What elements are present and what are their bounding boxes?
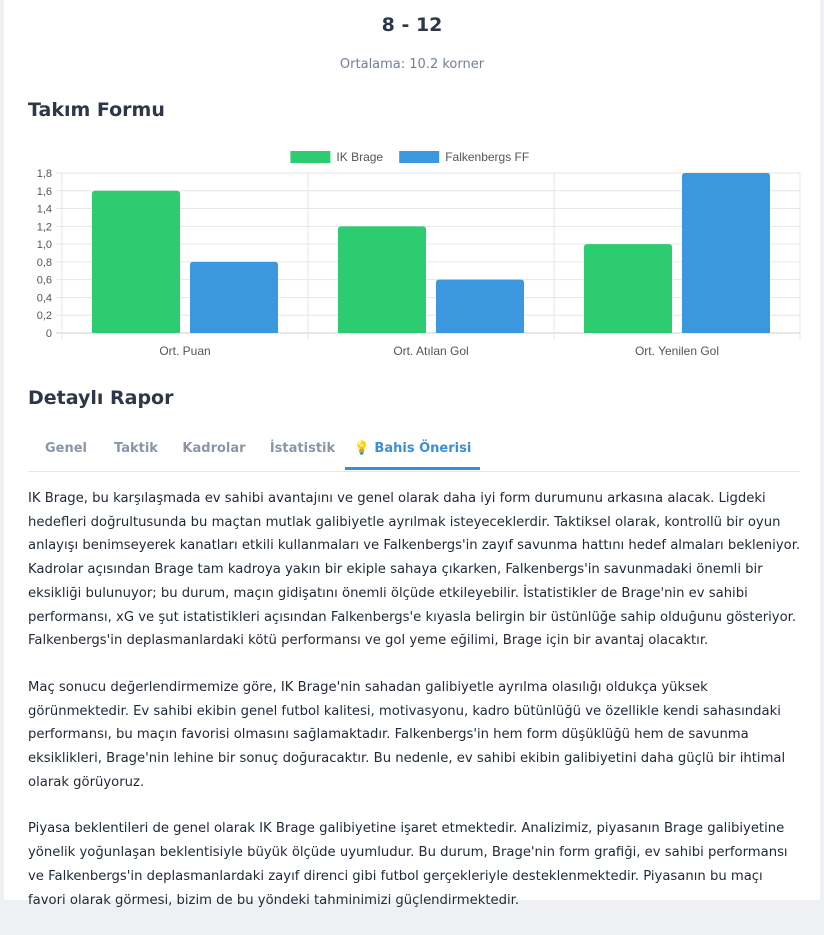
y-tick-label: 1,4	[36, 203, 52, 216]
y-tick-label: 1,8	[36, 168, 52, 180]
score-range: 8 - 12	[381, 14, 443, 36]
tab-taktik[interactable]: Taktik	[114, 441, 158, 456]
legend-label: IK Brage	[336, 150, 384, 164]
tab-bahis-onerisi[interactable]: 💡 Bahis Önerisi	[345, 430, 480, 470]
report-text	[28, 487, 804, 935]
x-tick-label: Ort. Yenilen Gol	[634, 344, 720, 358]
y-tick-label: 0,4	[36, 292, 52, 305]
report-section-title: Detaylı Rapor	[28, 387, 174, 409]
legend-swatch	[290, 151, 330, 163]
team-form-chart	[4, 140, 820, 365]
form-section-title: Takım Formu	[28, 99, 165, 121]
match-card	[4, 0, 820, 908]
tab-istatistik[interactable]: İstatistik	[269, 441, 336, 456]
y-tick-label: 1,0	[36, 239, 52, 252]
bar	[584, 244, 672, 333]
tab-genel[interactable]: Genel	[44, 441, 87, 456]
average-corners: Ortalama: 10.2 korner	[339, 57, 485, 72]
y-tick-label: 0	[45, 328, 52, 340]
report-paragraph: Piyasa beklentileri de genel olarak IK Brage galibiyetine işaret etmektedir. Analizimiz, piyasanın Brage galibiyetine yönelik yoğunlaşan beklentisiyle büyük ölçüde uyumludur. Bu durum, Brage'nin form grafiği, ev sahibi performansı ve Falkenbergs'in deplasmanlardaki zayıf direnci gibi futbol gerçekleriyle desteklenmektedir. Piyasanın bu maçı favori olarak görmesi, bizim de bu yöndeki tahminimizi güçlendirmektedir.	[28, 821, 788, 908]
tab-kadrolar[interactable]: Kadrolar	[182, 441, 246, 456]
y-tick-label: 1,6	[36, 185, 52, 198]
y-tick-label: 0,6	[36, 274, 52, 287]
bar	[682, 173, 770, 333]
report-tabs	[28, 430, 800, 472]
y-tick-label: 1,2	[36, 221, 52, 234]
x-tick-label: Ort. Puan	[159, 344, 211, 358]
bar	[338, 226, 426, 333]
bar	[436, 280, 524, 333]
bar	[190, 262, 278, 333]
legend-swatch	[399, 151, 439, 163]
y-tick-label: 0,8	[36, 256, 52, 269]
report-paragraph: IK Brage, bu karşılaşmada ev sahibi avantajını ve genel olarak daha iyi form durumunu arkasına alacak. Ligdeki hedefleri doğrultusunda bu maçtan mutlak galibiyetle ayrılmak isteyeceklerdir. Taktiksel olarak, kontrollü bir oyun anlayışı benimseyerek kanatları etkili kullanmaları ve Falkenbergs'in zayıf savunma hattını hedef almaları bekleniyor. Kadrolar açısından Brage tam kadroya yakın bir ekiple sahaya çıkarken, Falkenbergs'in savunmadaki önemli bir eksikliği bulunuyor; bu durum, maçın gidişatını önemli ölçüde etkileyebilir. İstatistikler de Brage'nin ev sahibi performansı, xG ve şut istatistikleri açısından Falkenbergs'e kıyasla belirgin bir üstünlüğe sahip olduğunu gösteriyor. Falkenbergs'in deplasmanlardaki kötü performansı ve gol yeme eğilimi, Brage için bir avantaj olacaktır.	[28, 491, 801, 649]
bar	[92, 191, 180, 333]
report-paragraph: Maç sonucu değerlendirmemize göre, IK Brage'nin sahadan galibiyetle ayrılma olasılığı oldukça yüksek görünmektedir. Ev sahibi ekibin genel futbol kalitesi, motivasyonu, kadro bütünlüğü ve özellikle kendi sahasındaki performansı, bu maçın favorisi olmasını sağlamaktadır. Falkenbergs'in hem form düşüklüğü hem de savunma eksiklikleri, Brage'nin lehine bir sonuç doğuracaktır. Bu nedenle, ev sahibi ekibin galibiyetini daha güçlü bir ihtimal olarak görüyoruz.	[28, 679, 786, 790]
x-tick-label: Ort. Atılan Gol	[393, 344, 469, 358]
y-tick-label: 0,2	[36, 310, 52, 323]
legend-label: Falkenbergs FF	[445, 150, 530, 164]
